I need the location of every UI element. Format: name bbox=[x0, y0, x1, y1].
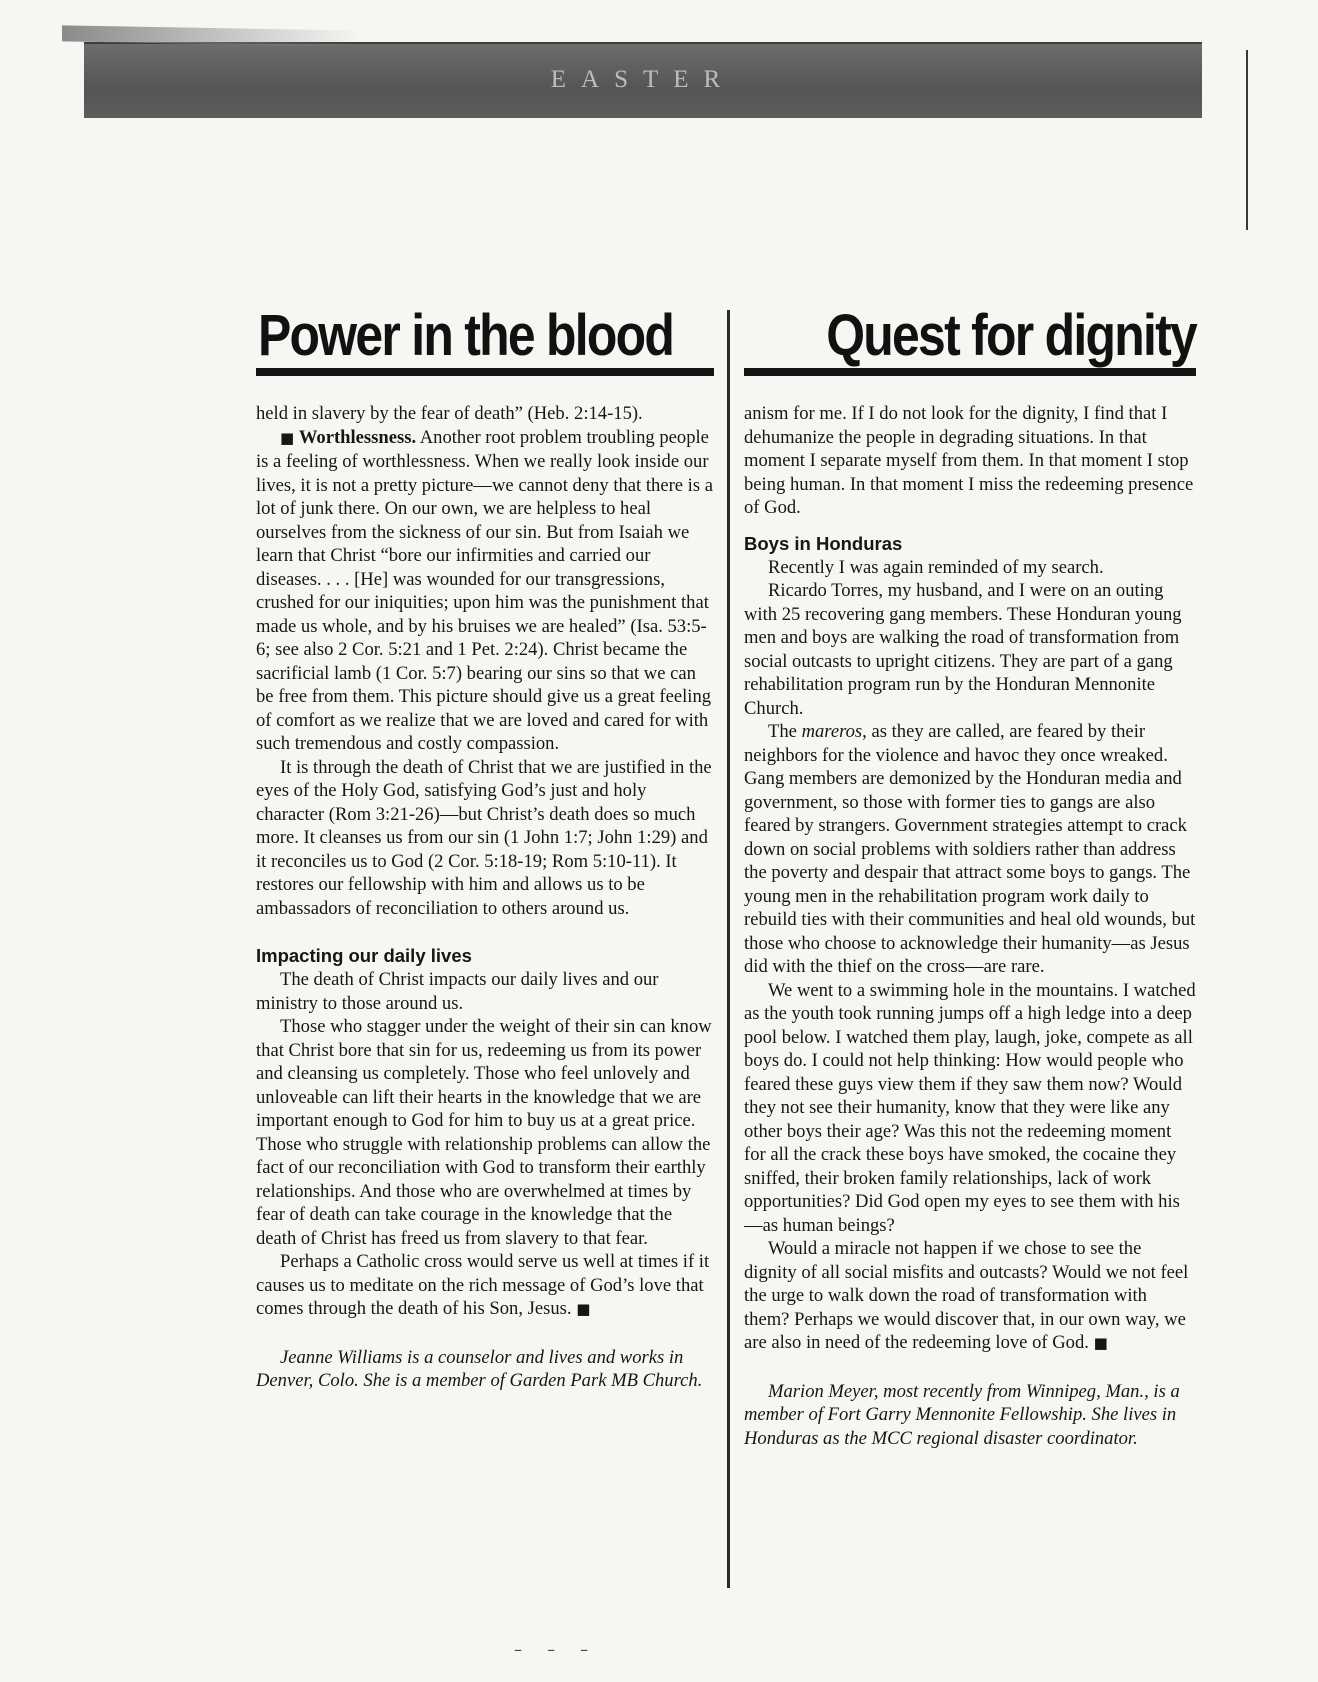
right-intro: anism for me. If I do not look for the dignity, I find that I dehumanize the people in degrading situations. In that moment I separate myself from them. In that moment I stop being human. In that moment I miss the redeeming presence of God. bbox=[744, 403, 1194, 518]
right-paragraph: We went to a swimming hole in the mountains. I watched as the youth took running jumps off a high ledge into a deep pool below. I watched them play, laugh, joke, compete as all boys do. I could not help thinking: How would people who feared these guys view them if they saw them now? Would they not see their humanity, know that they were like any other boys their age? Was this not the redeeming moment for all the crack these boys have smoked, the cocaine they sniffed, their broken family relationships, lack of work opportunities? Did God open my eyes to see them with his—as human beings? bbox=[744, 979, 1196, 1236]
spacer bbox=[744, 1356, 1196, 1380]
mareros-pre: The bbox=[768, 721, 802, 742]
mareros-paragraph bbox=[744, 720, 1196, 979]
section-header-band bbox=[84, 42, 1202, 118]
end-mark-icon: ■ bbox=[576, 1300, 591, 1318]
bullet-term: Worthlessness. bbox=[298, 426, 417, 448]
margin-rule bbox=[1246, 50, 1248, 230]
left-headline: Power in the blood bbox=[258, 303, 674, 368]
right-headline: Quest for dignity bbox=[826, 303, 1196, 368]
right-article-body bbox=[744, 402, 1196, 1450]
left-article-body bbox=[256, 402, 716, 1393]
left-headline-rule bbox=[256, 368, 714, 376]
end-mark-icon: ■ bbox=[1093, 1334, 1108, 1352]
right-paragraph: Recently I was again reminded of my search. bbox=[768, 556, 1104, 578]
left-closing-text: Perhaps a Catholic cross would serve us well at times if it causes us to meditate on the rich message of God’s love that comes through the death of his Son, Jesus. bbox=[256, 1251, 710, 1319]
page-number-mark: – – – bbox=[514, 1640, 599, 1659]
right-paragraph: Ricardo Torres, my husband, and I were on an outing with 25 recovering gang members. These Honduran young men and boys are walking the road of transformation from social outcasts to upright citizens. They are part of a gang rehabilitation program run by the Honduran Mennonite Church. bbox=[744, 580, 1182, 719]
mareros-text: , as they are called, are feared by their neighbors for the violence and havoc they once wreaked. Gang members are demonized by the Honduran media and government, so those with former ties to gangs are also feared by strangers. Government strategies attempt to crack down on social problems with soldiers rather than address the poverty and despair that attract some boys to gangs. The young men in the rehabilitation program work daily to rebuild ties with their communities and heal old wounds, but those who choose to acknowledge their humanity—as Jesus did with the thief on the cross—are rare. bbox=[744, 721, 1196, 977]
bullet-paragraph bbox=[256, 426, 716, 756]
bullet-text: Another root problem troubling people is a feeling of worthlessness. When we really look inside our lives, it is not a pretty picture—we cannot deny that there is a lot of junk there. On our own, we are helpless to heal ourselves from the sickness of our sin. But from Isaiah we learn that Christ “bore our infirmities and carried our diseases. . . . [He] was wounded for our transgressions, crushed for our iniquities; upon him was the punishment that made us whole, and by his bruises we are healed” (Isa. 53:5-6; see also 2 Cor. 5:21 and 1 Pet. 2:24). Christ became the sacrificial lamb (1 Cor. 5:7) bearing our sins so that we can be free from them. This picture should give us a great feeling of comfort as we realize that we are loved and cared for with such tremendous and costly compassion. bbox=[256, 426, 713, 754]
right-closing-paragraph bbox=[744, 1237, 1196, 1356]
left-closing-paragraph bbox=[256, 1250, 716, 1322]
spacer bbox=[256, 1322, 716, 1346]
right-closing-text: Would a miracle not happen if we chose to see the dignity of all social misfits and outcasts? Would we not feel the urge to walk down the road of transformation with them? Perhaps we would discover that, in our own way, we are also in need of the redeeming love of God. bbox=[744, 1238, 1189, 1353]
section-label: EASTER bbox=[550, 66, 736, 93]
left-author-bio: Jeanne Williams is a counselor and lives and works in Denver, Colo. She is a member of Garden Park MB Church. bbox=[256, 1346, 703, 1391]
left-subhead: Impacting our daily lives bbox=[256, 945, 472, 966]
left-paragraph: The death of Christ impacts our daily lives and our ministry to those around us. bbox=[256, 969, 659, 1014]
left-paragraph: Those who stagger under the weight of their sin can know that Christ bore that sin for us, redeeming us from its power and cleansing us completely. Those who feel unlovely and unloveable can lift their hearts in the knowledge that we are important enough to God for him to buy us at a great price. Those who struggle with relationship problems can allow the fact of our reconciliation with God to transform their earthly relationships. And those who are overwhelmed at times by fear of death can take courage in the knowledge that the death of Christ has freed us from slavery to that fear. bbox=[256, 1016, 712, 1249]
column-divider bbox=[727, 310, 730, 1588]
right-subhead: Boys in Honduras bbox=[744, 532, 903, 554]
left-paragraph: held in slavery by the fear of death” (Heb. 2:14-15). bbox=[256, 403, 643, 424]
bullet-marker-icon: ■ bbox=[280, 428, 295, 447]
right-headline-rule bbox=[744, 368, 1196, 376]
left-paragraph: It is through the death of Christ that we are justified in the eyes of the Holy God, satisfying God’s just and holy character (Rom 3:21-26)—but Christ’s death does so much more. It cleanses us from our sin (1 John 1:7; John 1:29) and it reconciles us to God (2 Cor. 5:18-19; Rom 5:10-11). It restores our fellowship with him and allows us to be ambassadors of reconciliation to others around us. bbox=[256, 756, 712, 919]
mareros-term: mareros bbox=[801, 721, 863, 742]
right-author-bio: Marion Meyer, most recently from Winnipeg, Man., is a member of Fort Garry Mennonite Fellowship. She lives in Honduras as the MCC regional disaster coordinator. bbox=[744, 1380, 1180, 1449]
